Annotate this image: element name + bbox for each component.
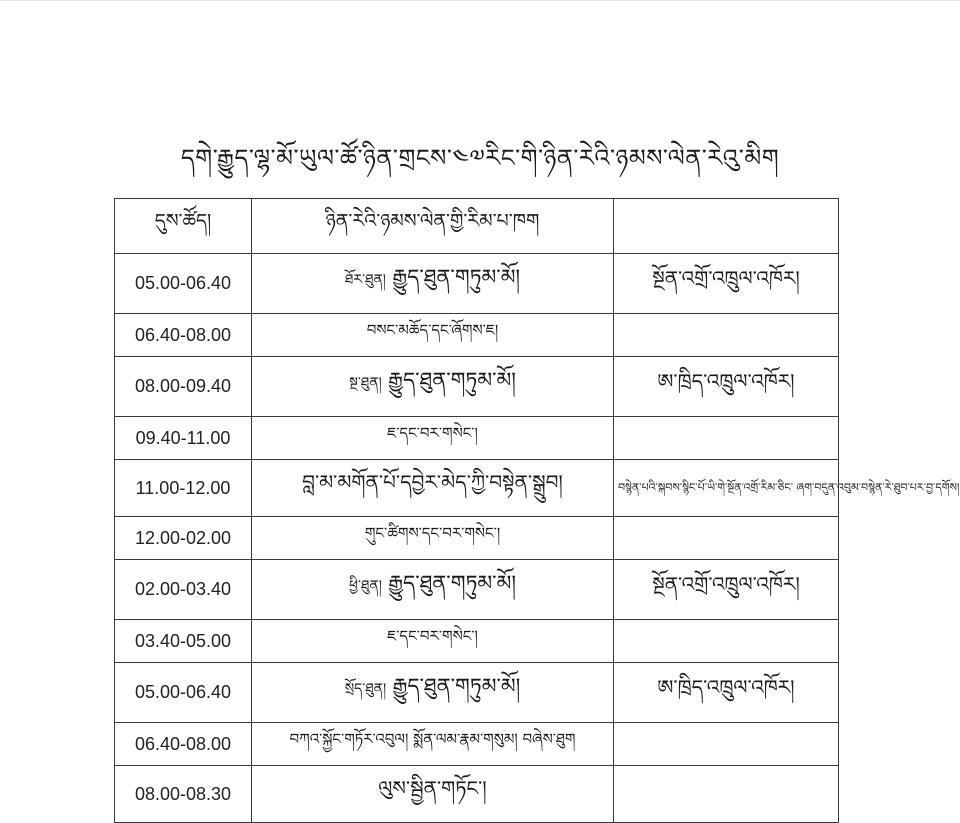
time-cell: 02.00-03.40 [115, 560, 252, 620]
activity-cell [252, 357, 614, 417]
note-cell [614, 620, 839, 663]
activity-cell [252, 663, 614, 723]
time-cell: 06.40-08.00 [115, 314, 252, 357]
activity-text: རྒྱུད་ཐུན་གཏུམ་མོ། [392, 674, 521, 698]
table-row [115, 417, 839, 460]
table-row [115, 663, 839, 723]
note-cell: བསྙེན་པའི་སྐབས་སྙིང་པོ་ཡི་གེ་སྔོན་འགྲོ་རིམ་ཅིང་ ཞག་བདུན་འབུམ་བསྙེན་རེ་ཐུབ་པར་བྱ་དགོས། [614, 460, 839, 517]
session-prefix: ཕྱི་ཐུན། [348, 578, 387, 594]
schedule-table [114, 198, 960, 823]
activity-cell [252, 560, 614, 620]
note-cell [614, 723, 839, 766]
time-cell: 05.00-06.40 [115, 663, 252, 723]
time-cell: 03.40-05.00 [115, 620, 252, 663]
activity-cell: གུང་ཚིགས་དང་བར་གསེང་། [252, 517, 614, 560]
time-cell: 08.00-09.40 [115, 357, 252, 417]
note-cell [614, 314, 839, 357]
activity-cell: བཀའ་སྐྱོང་གཏོར་འབུལ། སྨོན་ལམ་རྣམ་གསུམ། བཞེས་ཐུག [252, 723, 614, 766]
activity-cell: བསང་མཆོད་དང་ཞོགས་ཇ། [252, 314, 614, 357]
table-row [115, 254, 839, 314]
activity-cell: བླ་མ་མགོན་པོ་དབྱེར་མེད་ཀྱི་བསྟེན་སྒྲུབ། [252, 460, 614, 517]
page-title: དགེ་རྒྱུད་ལྷ་མོ་ཡུལ་ཚོ་ཉིན་གྲངས་༤༧རིང་གི་ཉིན་རེའི་ཉམས་ལེན་རེའུ་མིག [180, 144, 780, 172]
note-cell: སྔོན་འགྲོ་འཁྲུལ་འཁོར། [614, 254, 839, 314]
table-row [115, 723, 839, 766]
note-cell [614, 766, 839, 823]
table-header-row [115, 199, 839, 254]
table-row [115, 460, 839, 517]
activity-cell: ཇ་དང་བར་གསེང་། [252, 417, 614, 460]
page-top-border [0, 0, 960, 1]
time-cell: 09.40-11.00 [115, 417, 252, 460]
time-cell: 06.40-08.00 [115, 723, 252, 766]
note-cell: ཨ་ཁྲིད་འཁྲུལ་འཁོར། [614, 357, 839, 417]
activity-cell: ཇ་དང་བར་གསེང་། [252, 620, 614, 663]
note-cell [614, 517, 839, 560]
session-prefix: སྲོད་ཐུན། [344, 681, 391, 697]
table-row [115, 766, 839, 823]
session-prefix: ཐོར་ཐུན། [344, 272, 391, 288]
header-note [614, 199, 839, 254]
session-prefix: སྔ་ཐུན། [349, 375, 387, 391]
time-cell: 12.00-02.00 [115, 517, 252, 560]
table-row [115, 560, 839, 620]
activity-text: རྒྱུད་ཐུན་གཏུམ་མོ། [392, 265, 521, 289]
note-cell: སྔོན་འགྲོ་འཁྲུལ་འཁོར། [614, 560, 839, 620]
note-cell [614, 417, 839, 460]
activity-cell [252, 254, 614, 314]
time-cell: 08.00-08.30 [115, 766, 252, 823]
activity-cell: ལུས་སྦྱིན་གཏོང་། [252, 766, 614, 823]
table-row [115, 517, 839, 560]
activity-text: རྒྱུད་ཐུན་གཏུམ་མོ། [388, 571, 516, 595]
time-cell: 05.00-06.40 [115, 254, 252, 314]
time-cell: 11.00-12.00 [115, 460, 252, 517]
table-row [115, 357, 839, 417]
table-row [115, 314, 839, 357]
activity-text: རྒྱུད་ཐུན་གཏུམ་མོ། [388, 368, 516, 392]
header-activity: ཉིན་རེའི་ཉམས་ལེན་གྱི་རིམ་པ་ཁག [252, 199, 614, 254]
header-time: དུས་ཚོད། [115, 199, 252, 254]
table-row [115, 620, 839, 663]
note-cell: ཨ་ཁྲིད་འཁྲུལ་འཁོར། [614, 663, 839, 723]
